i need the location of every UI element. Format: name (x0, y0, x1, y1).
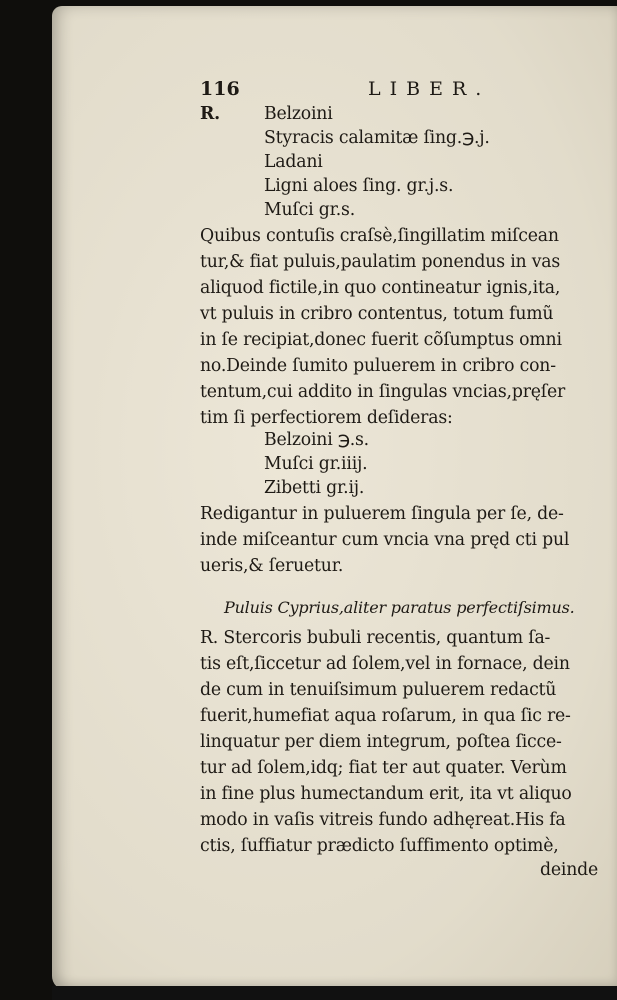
ingredient-line: Belzoini (264, 104, 333, 124)
ingredient-line: Ladani (264, 152, 323, 172)
text-line: Redigantur in puluerem ſingula per ſe, de- (200, 504, 564, 524)
text-line: in ſe recipiat,donec fuerit cõſumptus omni (200, 330, 562, 350)
text-line: tentum,cui addito in ſingulas vncias,pręſer (200, 382, 566, 402)
recipe-marker: R. (200, 104, 220, 124)
catchword: deinde (540, 860, 599, 880)
ingredient-line: Ligni aloes ſing. gr.j.s. (264, 176, 454, 196)
text-line: vt puluis in cribro contentus, totum fumũ (200, 304, 554, 324)
scan-background-bottom (52, 986, 617, 1000)
text-line: Quibus contuſis craſsè,ſingillatim miſcean (200, 226, 559, 246)
running-head: LIBER. (368, 78, 491, 100)
text-line: linquatur per diem integrum, poſtea ſicce- (200, 732, 562, 752)
ingredient-line: Zibetti gr.ij. (264, 478, 365, 498)
text-line: de cum in tenuiſsimum puluerem redactũ (200, 680, 557, 700)
text-line: aliquod fictile,in quo contineatur ignis,ita, (200, 278, 561, 298)
text-line: R. Stercoris bubuli recentis, quantum ſa- (200, 628, 551, 648)
text-line: tis eſt,ſiccetur ad ſolem,vel in fornace, dein (200, 654, 570, 674)
text-line: no.Deinde ſumito puluerem in cribro con- (200, 356, 556, 376)
text-line: tur ad ſolem,idq; fiat ter aut quater. Verùm (200, 758, 567, 778)
ingredient-line: Muſci gr.iiij. (264, 454, 368, 474)
text-line: inde miſceantur cum vncia vna pręd cti pul (200, 530, 570, 550)
text-line: ctis, ſuffiatur prædicto ſuffimento optimè, (200, 836, 559, 856)
text-line: tur,& fiat puluis,paulatim ponendus in vas (200, 252, 561, 272)
ingredient-line: Muſci gr.s. (264, 200, 355, 220)
text-line: modo in vaſis vitreis fundo adhęreat.His fa (200, 810, 566, 830)
section-title: Puluis Cyprius,aliter paratus perfectiſsimus. (224, 598, 575, 617)
text-line: ueris,& ſeruetur. (200, 556, 344, 576)
text-line: tim ſi perfectiorem deſideras: (200, 408, 453, 428)
text-line: in fine plus humectandum erit, ita vt aliquo (200, 784, 572, 804)
text-line: fuerit,humefiat aqua roſarum, in qua ſic re- (200, 706, 571, 726)
ingredient-line: Belzoini ℈.s. (264, 430, 369, 450)
page-number: 116 (200, 78, 240, 100)
ingredient-line: Styracis calamitæ ſing.℈.j. (264, 128, 490, 148)
